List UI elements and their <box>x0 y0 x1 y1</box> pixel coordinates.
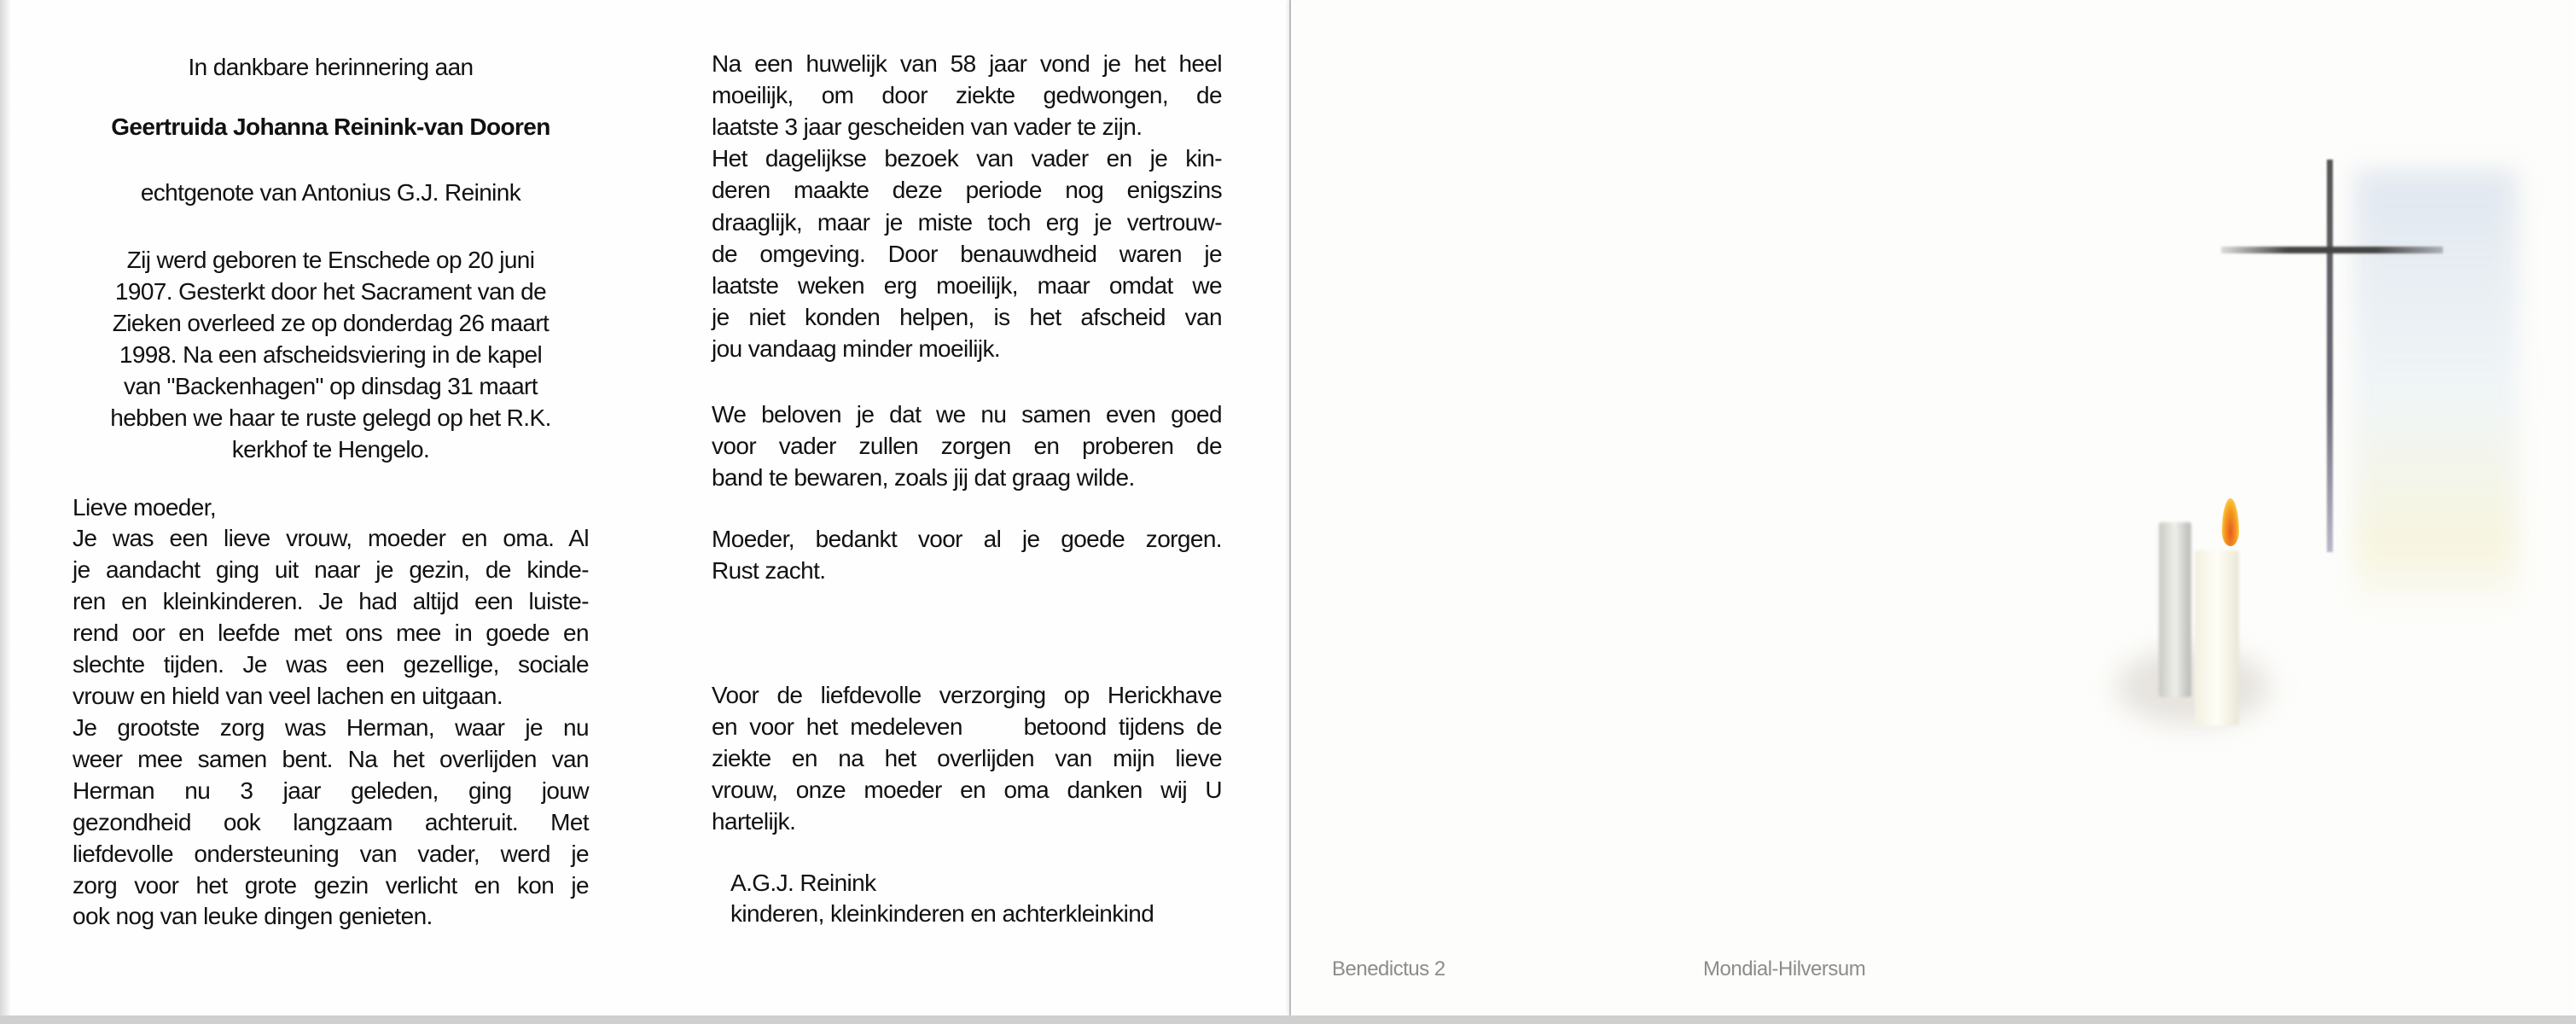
text-line: laatste 3 jaar gescheiden van vader te zijn. <box>712 113 1143 140</box>
text-line: van "Backenhagen" op dinsdag 31 maart <box>124 373 538 399</box>
text-line: zorg voor het grote gezin verlicht en kon je <box>73 872 589 899</box>
text-line: Je grootste zorg was Herman, waar je nu <box>73 714 589 741</box>
page-edge-shadow <box>0 0 10 1024</box>
text-line: kinderen, kleinkinderen en achterkleinkind <box>730 900 1154 927</box>
text-line: band te bewaren, zoals jij dat graag wilde. <box>712 464 1135 491</box>
lit-candle-icon <box>2195 550 2239 725</box>
text-line: draaglijk, maar je miste toch erg je vertrouw- <box>712 209 1222 236</box>
text-line: rend oor en leefde met ons mee in goede en <box>73 620 589 646</box>
text-line: In dankbare herinnering aan <box>188 54 474 80</box>
text-line: ziekte en na het overlijden van mijn lieve <box>712 745 1222 771</box>
text-line: Het dagelijkse bezoek van vader en je kin- <box>712 145 1222 172</box>
candle-icon <box>2159 522 2191 697</box>
text-line: Na een huwelijk van 58 jaar vond je het heel <box>712 50 1222 77</box>
text-line: ook nog van leuke dingen genieten. <box>73 903 433 929</box>
text-line: hebben we haar te ruste gelegd op het R.K. <box>110 404 551 431</box>
text-line: je aandacht ging uit naar je gezin, de kinde- <box>73 556 589 583</box>
text-line: liefdevolle ondersteuning van vader, werd je <box>73 841 589 867</box>
text-line: echtgenote van Antonius G.J. Reinink <box>140 179 521 206</box>
text-line: hartelijk. <box>712 808 796 835</box>
text-line: de omgeving. Door benauwdheid waren je <box>712 241 1222 267</box>
left-text-column <box>73 0 589 1015</box>
text-line: Zieken overleed ze op donderdag 26 maart <box>112 310 550 336</box>
publisher-label: Mondial-Hilversum <box>1703 957 1866 980</box>
text-line: vrouw en hield van veel lachen en uitgaan. <box>73 683 503 709</box>
text-line: vrouw, onze moeder en oma danken wij U <box>712 777 1222 803</box>
text-line: We beloven je dat we nu samen even goed <box>712 401 1222 428</box>
text-line: weer mee samen bent. Na het overlijden van <box>73 746 589 772</box>
text-line: je niet konden helpen, is het afscheid van <box>712 304 1222 330</box>
text-line: deren maakte deze periode nog enigszins <box>712 177 1222 203</box>
candle-shadow <box>2116 649 2270 725</box>
card-design-label: Benedictus 2 <box>1332 957 1445 980</box>
text-line: moeilijk, om door ziekte gedwongen, de <box>712 82 1222 108</box>
text-line: en voor het medeleven betoond tijdens de <box>712 713 1222 740</box>
text-line: Voor de liefdevolle verzorging op Herickhave <box>712 682 1222 708</box>
middle-text-column <box>712 0 1222 1015</box>
page-bottom-edge <box>0 1015 2576 1024</box>
cross-icon <box>2327 160 2333 552</box>
text-line: kerkhof te Hengelo. <box>231 436 430 463</box>
text-line: Rust zacht. <box>712 557 826 584</box>
text-line: laatste weken erg moeilijk, maar omdat we <box>712 272 1222 299</box>
sky-wash <box>2355 171 2517 614</box>
cross-beam <box>2221 247 2443 253</box>
text-line: 1907. Gesterkt door het Sacrament van de <box>114 278 547 305</box>
text-line: gezondheid ook langzaam achteruit. Met <box>73 809 589 835</box>
text-line: 1998. Na een afscheidsviering in de kapel <box>119 341 543 368</box>
text-line: ren en kleinkinderen. Je had altijd een luiste- <box>73 588 589 614</box>
text-line: Je was een lieve vrouw, moeder en oma. Al <box>73 525 589 551</box>
text-line: slechte tijden. Je was een gezellige, sociale <box>73 651 589 678</box>
text-line: A.G.J. Reinink <box>730 870 876 896</box>
text-line: voor vader zullen zorgen en proberen de <box>712 433 1222 459</box>
deceased-name: Geertruida Johanna Reinink-van Dooren <box>111 113 550 140</box>
text-line: Zij werd geboren te Enschede op 20 juni <box>126 247 535 273</box>
text-line: Lieve moeder, <box>73 494 217 521</box>
text-line: jou vandaag minder moeilijk. <box>712 335 1001 362</box>
text-line: Herman nu 3 jaar geleden, ging jouw <box>73 777 589 804</box>
text-line: Moeder, bedankt voor al je goede zorgen. <box>712 526 1222 552</box>
